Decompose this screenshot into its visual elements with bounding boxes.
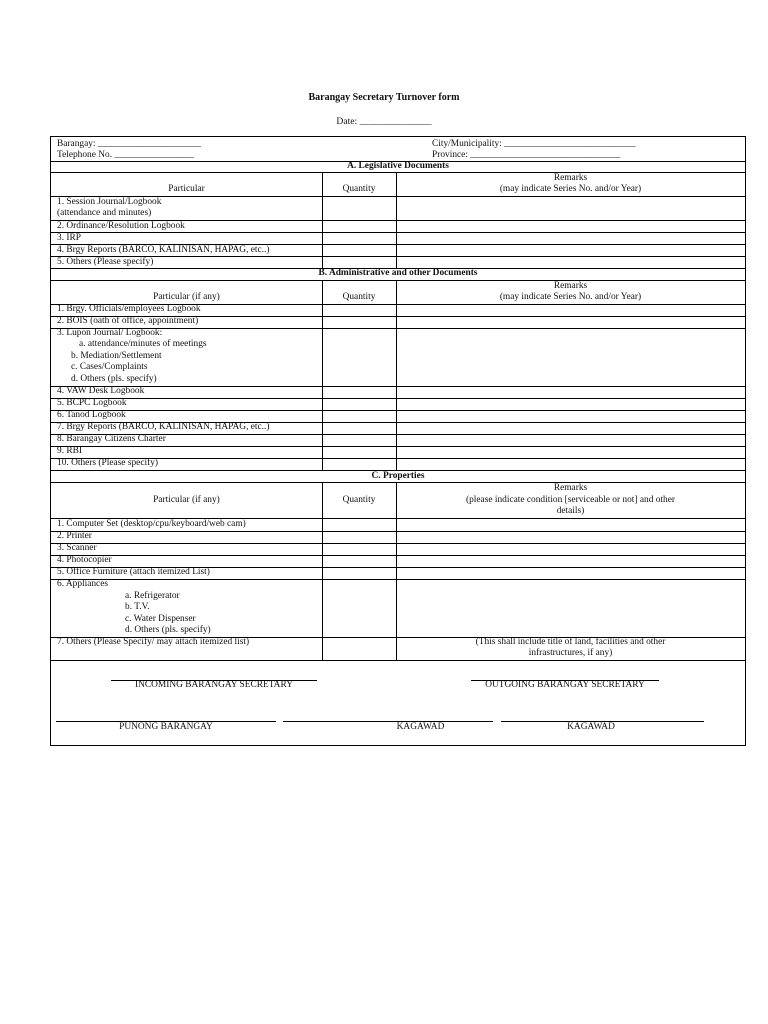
list-item: 8. Barangay Citizens Charter (57, 434, 166, 444)
col-quantity: Quantity (342, 495, 376, 505)
section-a-title: A. Legislative Documents (347, 161, 449, 171)
kagawad-label: KAGAWAD (567, 722, 615, 732)
list-item: b. T.V. (125, 602, 150, 612)
divider (51, 531, 745, 532)
list-item: (attendance and minutes) (57, 208, 152, 218)
list-item: c. Water Dispenser (125, 614, 196, 624)
list-item: 7. Others (Please Specify/ may attach itemized list) (57, 637, 250, 647)
section-b-title: B. Administrative and other Documents (318, 268, 478, 278)
list-item: 1. Session Journal/Logbook (57, 197, 162, 207)
col-remarks-note: (may indicate Series No. and/or Year) (499, 292, 642, 302)
column-divider (396, 172, 397, 268)
divider (51, 446, 745, 447)
province-field[interactable]: Province: ________________________________ (432, 150, 621, 160)
column-divider (322, 482, 323, 660)
outgoing-secretary-label: OUTGOING BARANGAY SECRETARY (485, 680, 645, 690)
col-quantity: Quantity (342, 292, 376, 302)
others-remark: (This shall include title of land, facilities and other (475, 637, 666, 647)
list-item: 2. Printer (57, 531, 92, 541)
list-item: d. Others (pls. specify) (125, 625, 211, 635)
divider (51, 386, 745, 387)
list-item: 2. BOIS (oath of office, appointment) (57, 316, 199, 326)
list-item: 9. RBI (57, 446, 83, 456)
divider (51, 660, 745, 661)
list-item: b. Mediation/Settlement (71, 351, 162, 361)
column-divider (396, 482, 397, 660)
turnover-form-table (50, 136, 746, 746)
list-item: 1. Brgy. Officials/employees Logbook (57, 304, 201, 314)
date-field[interactable]: Date: _______________ (336, 116, 432, 127)
col-remarks-note: (may indicate Series No. and/or Year) (499, 184, 642, 194)
list-item: 5. BCPC Logbook (57, 398, 127, 408)
divider (51, 398, 745, 399)
list-item: a. Refrigerator (125, 591, 180, 601)
list-item: 2. Ordinance/Resolution Logbook (57, 221, 185, 231)
col-particular: Particular (if any) (153, 292, 220, 302)
list-item: 5. Others (Please specify) (57, 257, 154, 267)
col-remarks: Remarks (553, 483, 588, 493)
section-c-title: C. Properties (371, 471, 425, 481)
list-item: 1. Computer Set (desktop/cpu/keyboard/web cam) (57, 519, 246, 529)
list-item: 4. Brgy Reports (BARCO, KALINISAN, HAPAG, etc..) (57, 245, 270, 255)
col-quantity: Quantity (342, 184, 376, 194)
divider (51, 555, 745, 556)
divider (51, 232, 745, 233)
kagawad-label: KAGAWAD (396, 722, 445, 732)
barangay-field[interactable]: Barangay: ______________________ (57, 139, 201, 149)
list-item: 3. Lupon Journal/ Logbook: (57, 328, 163, 338)
col-particular: Particular (if any) (153, 495, 220, 505)
col-remarks: Remarks (553, 281, 588, 291)
col-remarks: Remarks (553, 173, 588, 183)
others-remark: infrastructures, if any) (528, 648, 613, 658)
list-item: d. Others (pls. specify) (71, 374, 157, 384)
list-item: 3. IRP (57, 233, 81, 243)
list-item: 6. Tanod Logbook (57, 410, 126, 420)
telephone-field[interactable]: Telephone No. _________________ (57, 150, 195, 160)
list-item: 4. Photocopier (57, 555, 112, 565)
incoming-secretary-label: INCOMING BARANGAY SECRETARY (135, 680, 293, 690)
col-remarks-note: details) (556, 506, 585, 516)
col-particular: Particular (168, 184, 205, 194)
city-field[interactable]: City/Municipality: ____________________________ (432, 139, 636, 149)
divider (51, 256, 745, 257)
list-item: 3. Scanner (57, 543, 97, 553)
column-divider (322, 280, 323, 470)
divider (51, 579, 745, 580)
list-item: a. attendance/minutes of meetings (79, 339, 207, 349)
list-item: 7. Brgy Reports (BARCO, KALINISAN, HAPAG, etc..) (57, 422, 270, 432)
divider (51, 543, 745, 544)
list-item: 5. Office Furniture (attach itemized List) (57, 567, 210, 577)
punong-barangay-label: PUNONG BARANGAY (119, 722, 213, 732)
column-divider (396, 280, 397, 470)
list-item: 10. Others (Please specify) (57, 458, 159, 468)
list-item: 4. VAW Desk Logbook (57, 386, 145, 396)
list-item: c. Cases/Complaints (71, 362, 148, 372)
divider (51, 410, 745, 411)
form-title: Barangay Secretary Turnover form (308, 92, 460, 103)
col-remarks-note: (please indicate condition [serviceable or not] and other (465, 495, 676, 505)
list-item: 6. Appliances (57, 579, 109, 589)
column-divider (322, 172, 323, 268)
